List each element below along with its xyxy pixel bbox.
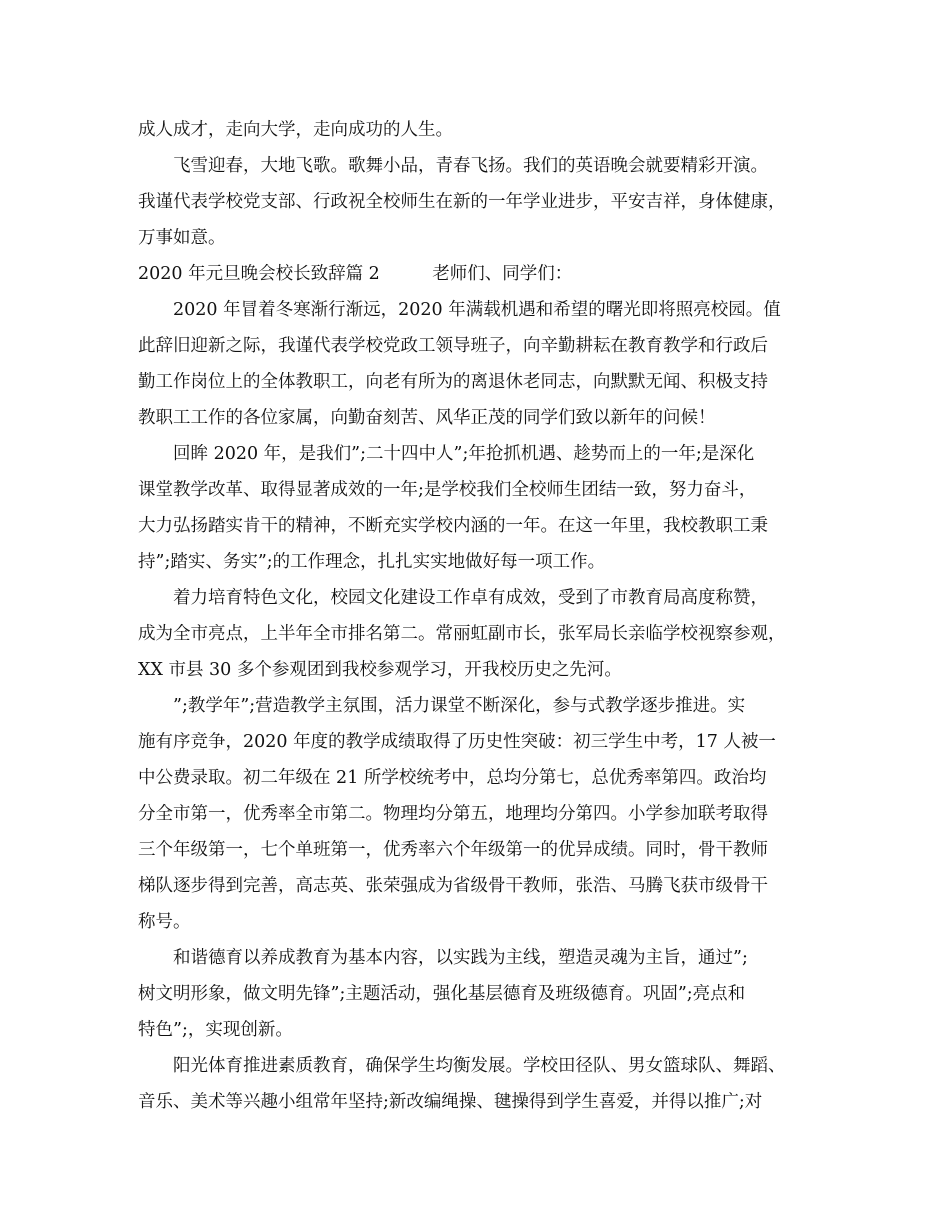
text-line: 我谨代表学校党支部、行政祝全校师生在新的一年学业进步，平安吉祥，身体健康，: [138, 192, 786, 212]
text-line: 持”;踏实、务实”;的工作理念，扎扎实实地做好每一项工作。: [138, 552, 606, 572]
text-line: 着力培育特色文化，校园文化建设工作卓有成效，受到了市教育局高度称赞，: [173, 588, 768, 608]
text-line: 三个年级第一，七个单班第一，优秀率六个年级第一的优异成绩。同时，骨干教师: [138, 840, 768, 860]
text-line: 大力弘扬踏实肯干的精神，不断充实学校内涵的一年。在这一年里，我校教职工秉: [138, 516, 768, 536]
text-line: 此辞旧迎新之际，我谨代表学校党政工领导班子，向辛勤耕耘在教育教学和行政后: [138, 336, 768, 356]
text-line: 和谐德育以养成教育为基本内容，以实践为主线，塑造灵魂为主旨，通过”;: [173, 948, 748, 968]
text-line: 中公费录取。初二年级在 21 所学校统考中，总均分第七，总优秀率第四。政治均: [138, 768, 767, 788]
text-line: 树文明形象，做文明先锋”;主题活动，强化基层德育及班级德育。巩固”;亮点和: [138, 984, 746, 1004]
text-line: 梯队逐步得到完善，高志英、张荣强成为省级骨干教师，张浩、马腾飞获市级骨干: [138, 876, 768, 896]
text-line: 勤工作岗位上的全体教职工，向老有所为的离退休老同志，向默默无闻、积极支持: [138, 372, 768, 392]
text-line: 称号。: [138, 912, 191, 932]
text-line: 施有序竞争，2020 年度的教学成绩取得了历史性突破：初三学生中考，17 人被一: [138, 732, 776, 752]
text-line: 分全市第一，优秀率全市第二。物理均分第五，地理均分第四。小学参加联考取得: [138, 804, 768, 824]
text-line: 万事如意。: [138, 228, 226, 248]
text-line: 教职工工作的各位家属，向勤奋刻苦、风华正茂的同学们致以新年的问候！: [138, 408, 716, 428]
text-line: 成人成才，走向大学，走向成功的人生。: [138, 120, 453, 140]
text-line: 课堂教学改革、取得显著成效的一年;是学校我们全校师生团结一致，努力奋斗，: [138, 480, 757, 500]
text-line: ”;教学年”;营造教学主氛围，活力课堂不断深化，参与式教学逐步推进。实: [173, 696, 746, 716]
text-line: 音乐、美术等兴趣小组常年坚持;新改编绳操、毽操得到学生喜爱，并得以推广;对: [138, 1092, 763, 1112]
text-line: 回眸 2020 年，是我们”;二十四中人”;年抢抓机遇、趁势而上的一年;是深化: [173, 444, 755, 464]
text-line: 阳光体育推进素质教育，确保学生均衡发展。学校田径队、男女篮球队、舞蹈、: [173, 1056, 786, 1076]
document-body: [138, 112, 828, 1120]
text-line: 成为全市亮点，上半年全市排名第二。常丽虹副市长，张军局长亲临学校视察参观，: [138, 624, 786, 644]
text-line: 2020 年冒着冬寒渐行渐远，2020 年满载机遇和希望的曙光即将照亮校园。值: [173, 300, 781, 320]
text-line: XX 市县 30 多个参观团到我校参观学习，开我校历史之先河。: [138, 660, 622, 680]
text-line: 2020 年元旦晚会校长致辞篇 2 老师们、同学们：: [138, 264, 573, 284]
text-line: 飞雪迎春，大地飞歌。歌舞小品，青春飞扬。我们的英语晚会就要精彩开演。: [173, 156, 768, 176]
text-line: 特色”;，实现创新。: [138, 1020, 293, 1040]
